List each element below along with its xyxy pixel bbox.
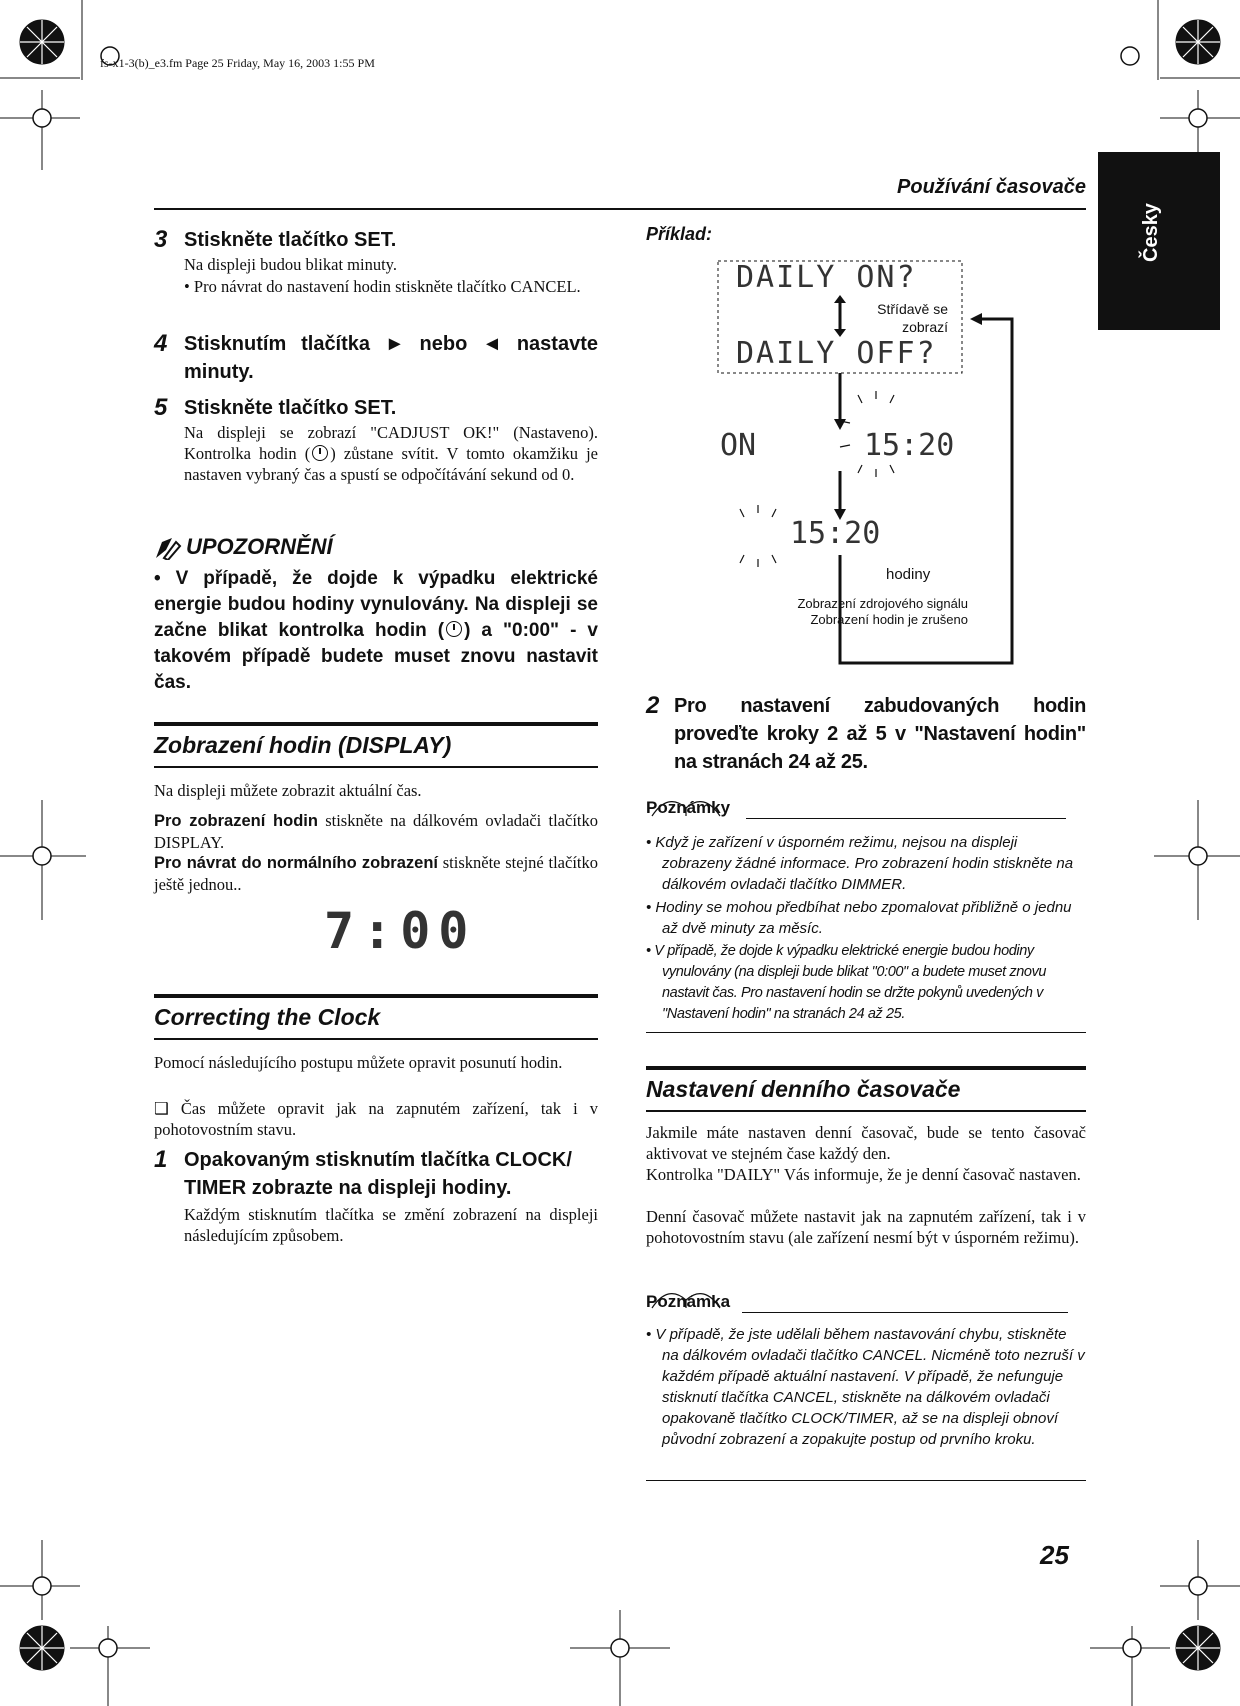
notes-label-line (746, 818, 1066, 819)
daily-timer-p1: Jakmile máte nastaven denní časovač, bude se tento časovač aktivovat ve stejném čase každý den. (646, 1123, 1086, 1163)
section-rule-top (154, 994, 598, 998)
section-title: Zobrazení hodin (DISPLAY) (154, 732, 452, 758)
step-title: Stiskněte tlačítko SET. (184, 229, 397, 251)
section-rule-bottom (154, 766, 598, 768)
step-number: 4 (154, 330, 168, 357)
daily-timer-section (646, 1066, 1086, 1270)
file-info: fs-x1-3(b)_e3.fm Page 25 Friday, May 16, 2003 1:55 PM (100, 56, 375, 70)
caution-text-part2: ) a "0:00" - v takovém případě budete muset znovu nastavit čas. (154, 620, 598, 693)
step-number: 5 (154, 394, 168, 421)
page-number: 25 (1040, 1540, 1069, 1570)
correcting-section (154, 994, 598, 1254)
lcd-daily-on: DAILY ON? (736, 260, 917, 295)
flow-arrow-1-head (834, 419, 846, 430)
lcd-on: ON (720, 428, 757, 463)
header-rule (154, 208, 1086, 210)
lcd-daily-off: DAILY OFF? (736, 336, 937, 371)
notes-label-line (742, 1312, 1068, 1313)
note-item-1: • Když je zařízení v úsporném režimu, nejsou na displeji zobrazeny žádné informace. Pro zobrazení hodin stiskněte na dálkovém ovladači tlačítko DIMMER. (646, 834, 1074, 893)
daily-timer-p2: Kontrolka "DAILY" Vás informuje, že je denní časovač nastaven. (646, 1165, 1081, 1184)
step-number: 2 (646, 692, 660, 719)
notes-label: Poznámka (646, 1292, 731, 1311)
notes-end-line (646, 1480, 1086, 1481)
example-label: Příklad: (646, 224, 713, 244)
display-intro: Na displeji můžete zobrazit aktuální čas. (154, 781, 422, 800)
display-p2-bold: Pro návrat do normálního zobrazení (154, 854, 438, 872)
section-rule-top (154, 722, 598, 726)
step-body: Na displeji budou blikat minuty. (184, 255, 397, 274)
clock-label: hodiny (886, 566, 931, 583)
arrow-head-up (834, 295, 846, 303)
alternates-label: Střídavě se zobrazí (877, 301, 948, 335)
display-paragraph-1 (154, 810, 598, 853)
caution-text-part1: • V případě, že dojde k výpadku elektrické energie budou hodiny vynulovány. Na displeji se začne blikat kontrolka hodin ( (154, 568, 598, 641)
caution-text (154, 566, 598, 696)
clock-indicator-icon (312, 445, 328, 461)
step-2 (646, 692, 1086, 784)
step-3 (154, 226, 598, 322)
step-title: Opakovaným stisknutím tlačítka CLOCK/ TIMER zobrazte na displeji hodiny. (184, 1149, 572, 1199)
clock-indicator-icon (446, 621, 462, 637)
step-title: Pro nastavení zabudovaných hodin proveďte kroky 2 až 5 v "Nastavení hodin" na stranách 24 až 25. (674, 695, 1086, 773)
step-4 (154, 330, 598, 390)
step-title: Stisknutím tlačítka ► nebo ◄ nastavte minuty. (184, 333, 598, 383)
clock-off-label: Zobrazení hodin je zrušeno (810, 612, 968, 627)
left-column (154, 226, 598, 1254)
pencil-note-icon (154, 536, 182, 560)
language-tab-label: Česky (1140, 203, 1162, 262)
step-number: 1 (154, 1146, 168, 1173)
source-display-label: Zobrazení zdrojového signálu (797, 596, 968, 611)
loop-arrow-head (970, 313, 982, 325)
caution-block (154, 534, 598, 702)
display-section (154, 722, 598, 986)
notes-list (646, 832, 1086, 1025)
section-title: Nastavení denního časovače (646, 1076, 961, 1102)
step-title: Stiskněte tlačítko SET. (184, 397, 397, 419)
note-item-3: • V případě, že dojde k výpadku elektrické energie budou hodiny vynulovány (na displeji bude blikat "0:00" a budete muset znovu nastavit čas. Pro nastavení hodin se držte pokynů uvedených v "Nastavení hodin" na stranách 24 až 25. (646, 943, 1047, 1022)
lcd-clock-display: 7:00 (324, 902, 477, 960)
step-body (184, 422, 598, 485)
lcd-time-blinking-2: 15:20 (790, 516, 881, 551)
note-item: • V případě, že jste udělali během nastavování chybu, stiskněte na dálkovém ovladači tlačítko CANCEL. Nicméně toto nezruší v každém případě aktuální nastavení. V případě, že nefunguje stisknutí tlačítka CANCEL, stiskněte na dálkovém ovladači opakovaně tlačítko CLOCK/TIMER, až se na displeji obnoví původní zobrazení a zopakujte postup od prvního kroku. (646, 1326, 1085, 1448)
step-body: Každým stisknutím tlačítka se změní zobrazení na displeji následujícím způsobem. (184, 1205, 598, 1245)
note-item-2: • Hodiny se mohou předbíhat nebo zpomalovat přibližně o jednu až dvě minuty za měsíc. (646, 899, 1072, 937)
notes-label: Poznámky (646, 798, 731, 817)
display-p1-bold: Pro zobrazení hodin (154, 812, 318, 830)
step-5 (154, 394, 598, 520)
running-head: Používání časovače (897, 176, 1086, 198)
section-rule-bottom (646, 1110, 1086, 1112)
lcd-time-blinking-1: 15:20 (864, 428, 955, 463)
display-paragraph-2 (154, 852, 598, 895)
step-bullet: • Pro návrat do nastavení hodin stiskněte tlačítko CANCEL. (184, 277, 581, 296)
notes-end-line (646, 1032, 1086, 1033)
step-number: 3 (154, 226, 168, 253)
caution-title: UPOZORNĚNÍ (186, 534, 333, 559)
section-rule-bottom (154, 1038, 598, 1040)
section-rule-top (646, 1066, 1086, 1070)
correcting-intro: Pomocí následujícího postupu můžete opravit posunutí hodin. (154, 1053, 563, 1072)
language-tab (1098, 152, 1220, 330)
correcting-checkbox-item: ❑ Čas můžete opravit jak na zapnutém zařízení, tak i v pohotovostním stavu. (154, 1099, 598, 1139)
daily-timer-p3: Denní časovač můžete nastavit jak na zapnutém zařízení, tak i v pohotovostním stavu (ale zařízení nesmí být v úsporném režimu). (646, 1207, 1086, 1247)
section-title: Correcting the Clock (154, 1004, 381, 1030)
display-p2-rest: stiskněte stejné tlačítko ještě jednou.. (154, 853, 598, 894)
step-body-part1: Na displeji se zobrazí "CADJUST OK!" (Nastaveno). Kontrolka hodin ( (184, 423, 598, 463)
display-p1-rest: stiskněte na dálkovém ovladači tlačítko DISPLAY. (154, 811, 598, 852)
step-body-part2: ) zůstane svítit. V tomto okamžiku je nastaven vybraný čas a spustí se odpočítávání sekund od 0. (184, 444, 598, 484)
blink-rays-2 (740, 505, 776, 567)
